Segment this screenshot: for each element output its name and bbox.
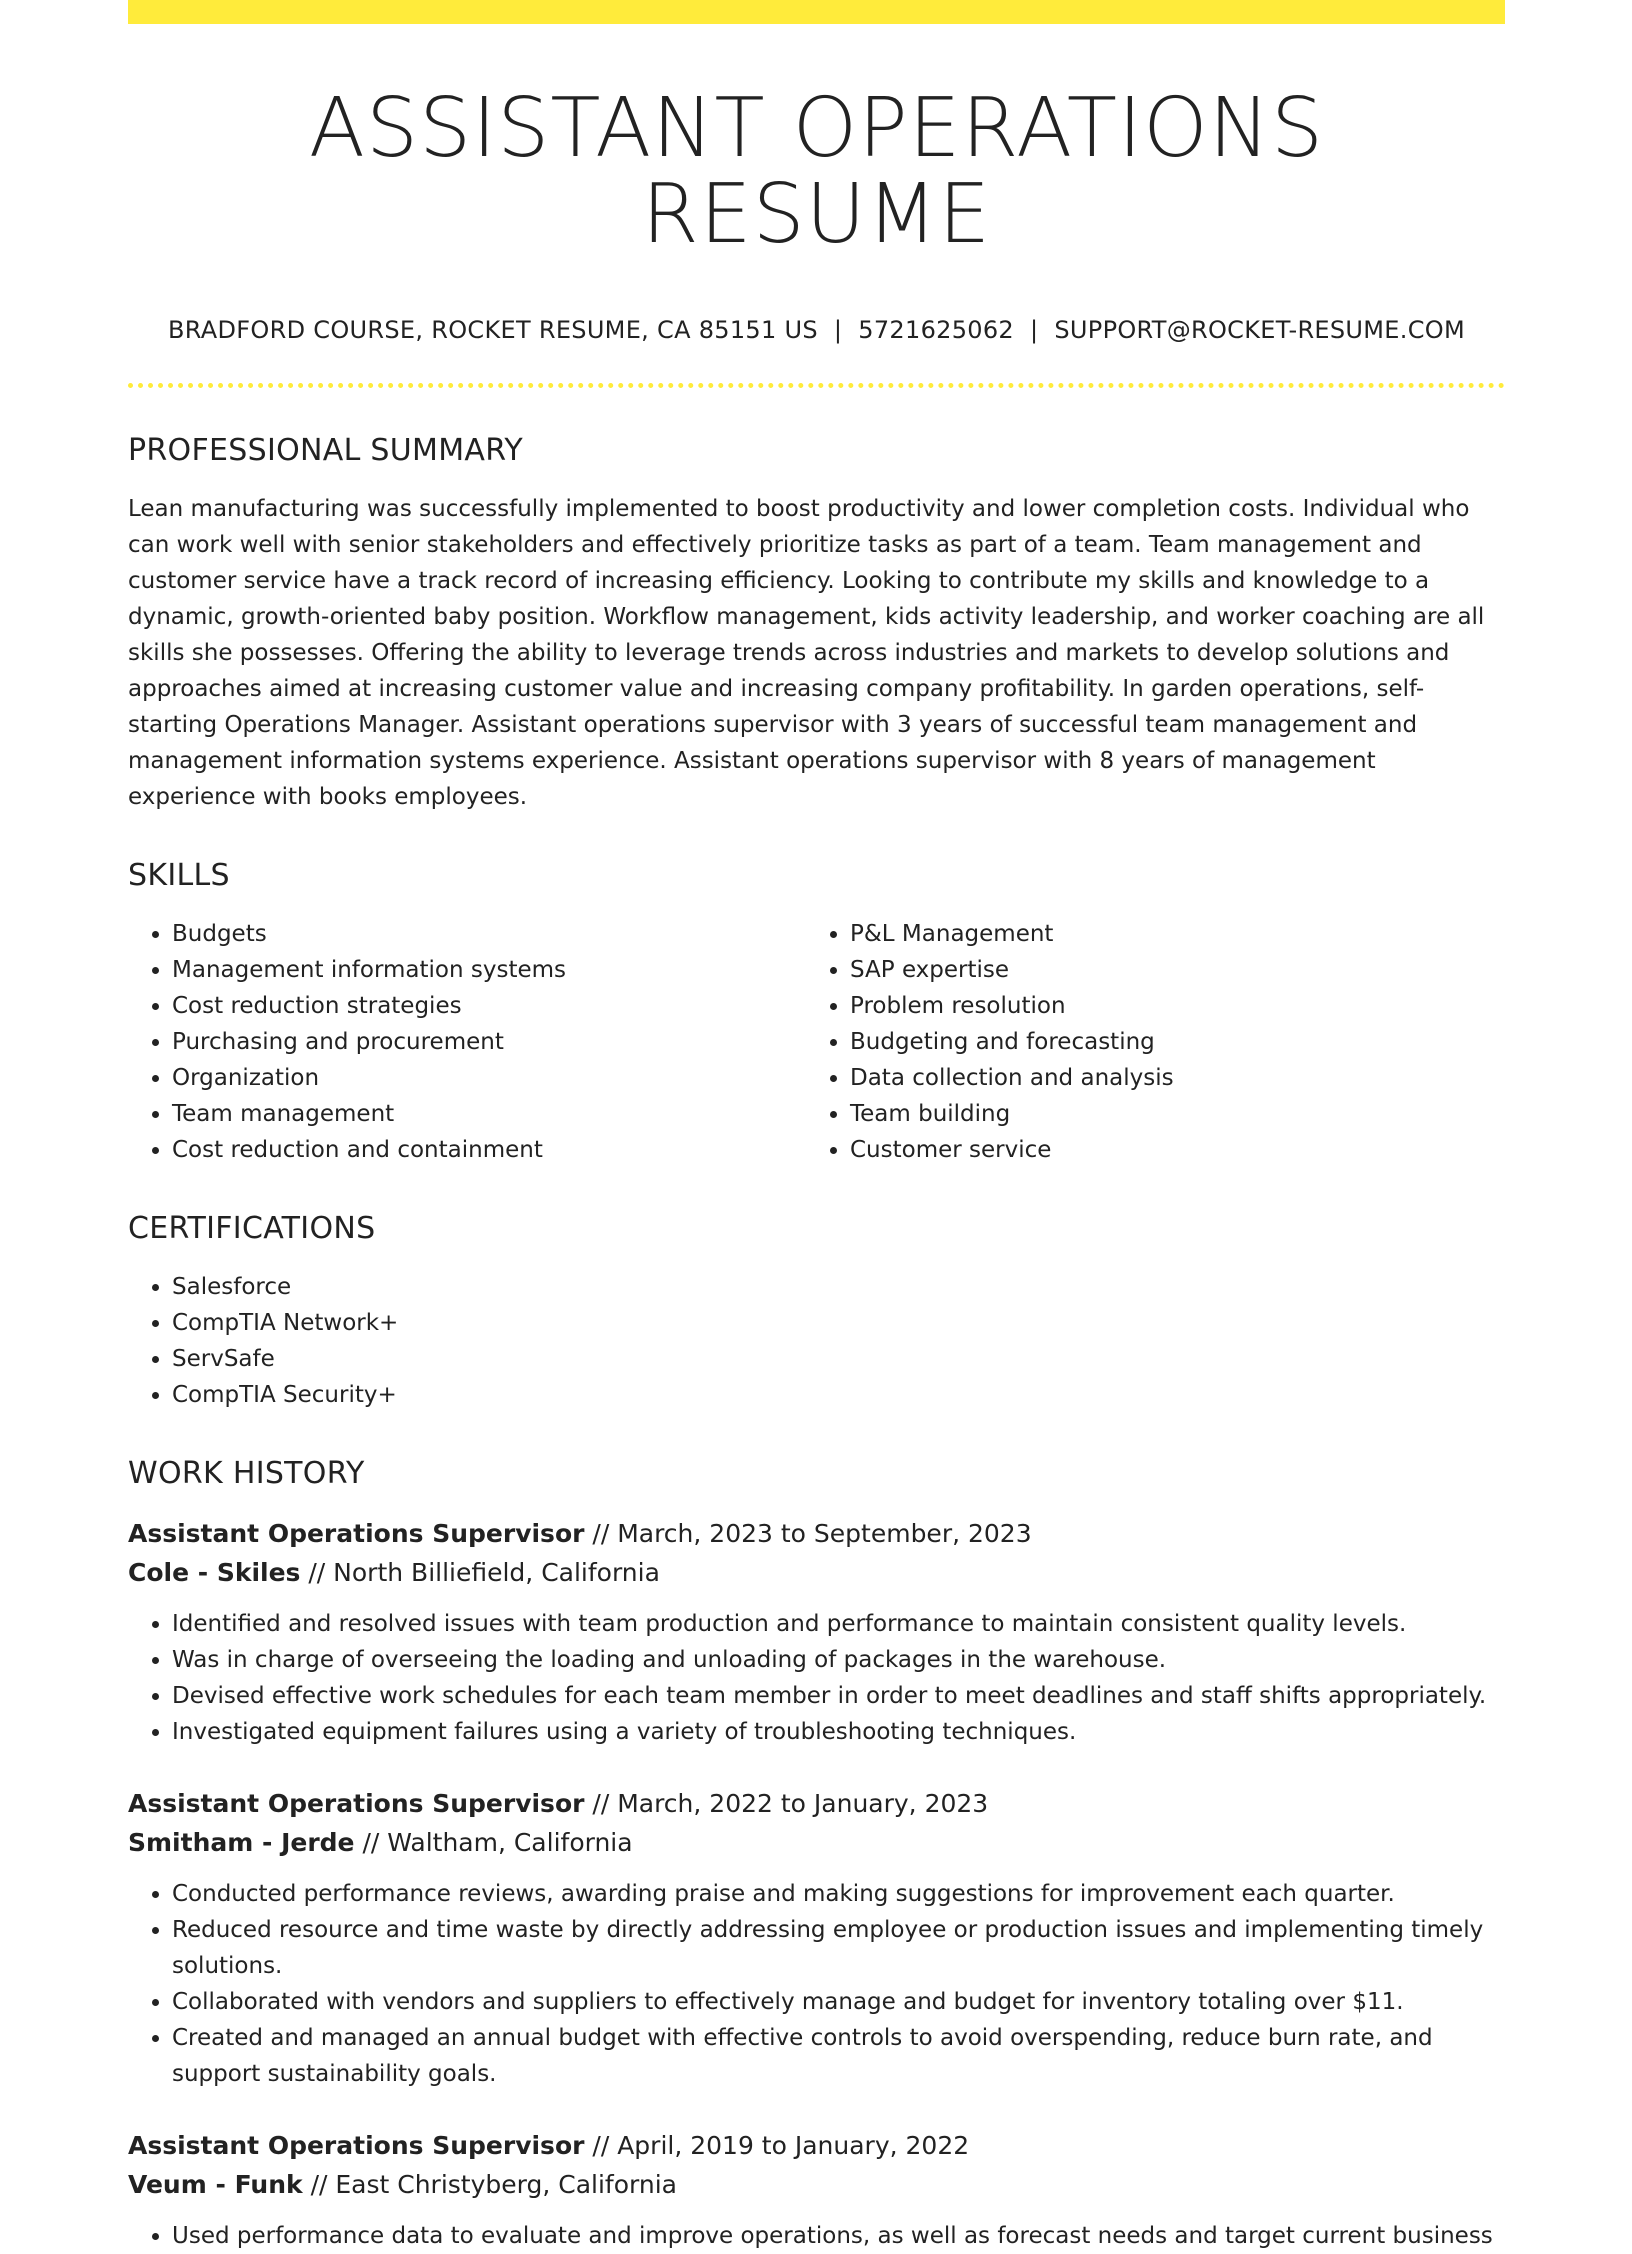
skills-columns <box>128 916 1505 1168</box>
contact-separator: | <box>1030 316 1039 345</box>
job-bullet: • Devised effective work schedules for each team member in order to meet deadlines and staff shifts appropriately. <box>172 1678 1505 1714</box>
skill-item: • Budgeting and forecasting <box>850 1024 1484 1060</box>
resume-title: ASSISTANT OPERATIONS RESUME <box>308 81 1325 263</box>
job-bullets <box>128 2218 1505 2254</box>
job-bullet: • Used performance data to evaluate and improve operations, as well as forecast needs and target current business <box>172 2218 1505 2254</box>
job-bullet: • Identified and resolved issues with team production and performance to maintain consistent quality levels. <box>172 1606 1505 1642</box>
job-bullet: • Investigated equipment failures using a variety of troubleshooting techniques. <box>172 1714 1505 1750</box>
skill-item: • P&L Management <box>850 916 1484 952</box>
top-accent-bar <box>128 0 1505 24</box>
skill-item: • Budgets <box>172 916 806 952</box>
job-bullet: • Reduced resource and time waste by directly addressing employee or production issues and implementing timely solutions. <box>172 1912 1505 1984</box>
dotted-divider <box>128 383 1505 388</box>
job-title-line <box>128 1514 1505 1553</box>
contact-phone[interactable]: 5721625062 <box>858 316 1014 345</box>
skill-item: • Cost reduction strategies <box>172 988 806 1024</box>
skill-item: • Organization <box>172 1060 806 1096</box>
job-dates: // March, 2023 to September, 2023 <box>584 1518 1032 1548</box>
skill-item: • Management information systems <box>172 952 806 988</box>
contact-address: BRADFORD COURSE, ROCKET RESUME, CA 85151 US <box>168 316 818 345</box>
certification-item: • CompTIA Security+ <box>172 1377 1505 1413</box>
contact-separator: | <box>833 316 843 345</box>
skill-item: • Team building <box>850 1096 1484 1132</box>
job-title-line <box>128 1784 1505 1823</box>
job-company: Cole - Skiles <box>128 1557 301 1587</box>
job-bullets <box>128 1876 1505 2092</box>
job-bullet: • Was in charge of overseeing the loading and unloading of packages in the warehouse. <box>172 1642 1505 1678</box>
skills-list-left <box>128 916 806 1168</box>
skills-heading: SKILLS <box>128 857 230 893</box>
job-location: // North Billiefield, California <box>300 1557 660 1587</box>
job-company-line <box>128 1823 1505 1862</box>
job-location: // Waltham, California <box>354 1827 633 1857</box>
skill-item: • SAP expertise <box>850 952 1484 988</box>
job-title-line <box>128 2126 1505 2165</box>
contact-line <box>128 316 1505 345</box>
job-role: Assistant Operations Supervisor <box>128 2130 585 2160</box>
work-history-heading: WORK HISTORY <box>128 1455 365 1491</box>
resume-page <box>128 0 1505 2254</box>
certification-item: • ServSafe <box>172 1341 1505 1377</box>
job-entry <box>128 1514 1505 1750</box>
job-bullets <box>128 1606 1505 1750</box>
job-bullet: • Collaborated with vendors and suppliers to effectively manage and budget for inventory totaling over $11. <box>172 1984 1505 2020</box>
certifications-list <box>128 1269 1505 1413</box>
skills-list-right <box>806 916 1484 1168</box>
job-role: Assistant Operations Supervisor <box>128 1518 585 1548</box>
skill-item: • Team management <box>172 1096 806 1132</box>
job-entry <box>128 2126 1505 2254</box>
job-dates: // March, 2022 to January, 2023 <box>584 1788 989 1818</box>
certifications-heading: CERTIFICATIONS <box>128 1210 376 1246</box>
job-entry <box>128 1784 1505 2092</box>
job-company-line <box>128 1553 1505 1592</box>
job-company-line <box>128 2165 1505 2204</box>
job-company: Veum - Funk <box>128 2169 303 2199</box>
skill-item: • Purchasing and procurement <box>172 1024 806 1060</box>
certification-item: • CompTIA Network+ <box>172 1305 1505 1341</box>
summary-heading: PROFESSIONAL SUMMARY <box>128 432 524 468</box>
skill-item: • Customer service <box>850 1132 1484 1168</box>
job-role: Assistant Operations Supervisor <box>128 1788 585 1818</box>
job-dates: // April, 2019 to January, 2022 <box>584 2130 970 2160</box>
skill-item: • Cost reduction and containment <box>172 1132 806 1168</box>
job-company: Smitham - Jerde <box>128 1827 355 1857</box>
certification-item: • Salesforce <box>172 1269 1505 1305</box>
job-bullet: • Created and managed an annual budget with effective controls to avoid overspending, reduce burn rate, and support sustainability goals. <box>172 2020 1505 2092</box>
job-bullet: • Conducted performance reviews, awarding praise and making suggestions for improvement each quarter. <box>172 1876 1505 1912</box>
skill-item: • Problem resolution <box>850 988 1484 1024</box>
summary-text: Lean manufacturing was successfully implemented to boost productivity and lower completion costs. Individual who can work well with senior stakeholders and effectively prioritize tasks as part of a team. Team management and customer service have a track record of increasing efficiency. Looking to contribute my skills and knowledge to a dynamic, growth-oriented baby position. Workflow management, kids activity leadership, and worker coaching are all skills she possesses. Offering the ability to leverage trends across industries and markets to develop solutions and approaches aimed at increasing customer value and increasing company profitability. In garden operations, self-starting Operations Manager. Assistant operations supervisor with 3 years of successful team management and management information systems experience. Assistant operations supervisor with 8 years of management experience with books employees. <box>128 495 1485 810</box>
job-location: // East Christyberg, California <box>302 2169 677 2199</box>
contact-email[interactable]: SUPPORT@ROCKET-RESUME.COM <box>1054 316 1465 345</box>
skill-item: • Data collection and analysis <box>850 1060 1484 1096</box>
